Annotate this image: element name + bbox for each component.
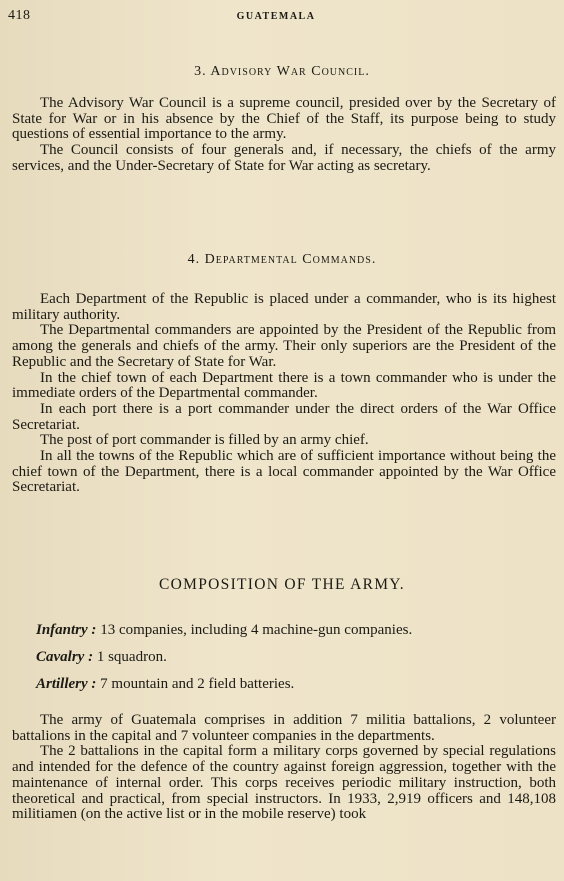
section-body-composition bbox=[12, 713, 556, 823]
unit-label: Cavalry : bbox=[36, 649, 94, 665]
paragraph: The post of port commander is filled by an army chief. bbox=[40, 432, 369, 449]
unit-text: 13 companies, including 4 machine-gun companies. bbox=[100, 622, 413, 638]
paragraph: Each Department of the Republic is placed under a commander, who is its highest military authority. bbox=[12, 291, 556, 323]
paragraph: In the chief town of each Department there is a town commander who is under the immediate orders of the Departmental commander. bbox=[12, 369, 556, 402]
paragraph: In each port there is a port commander under the direct orders of the War Office Secretariat. bbox=[12, 400, 556, 433]
running-head: GUATEMALA bbox=[236, 11, 316, 22]
paragraph: The Departmental commanders are appointed by the President of the Republic from among the generals and chiefs of the army. Their only superiors are the President of the Republic and the Secretary of State for War. bbox=[12, 322, 556, 370]
unit-text: 1 squadron. bbox=[96, 649, 167, 665]
paragraph: In all the towns of the Republic which are of sufficient importance without being the chief town of the Department, there is a local commander appointed by the War Office Secretariat. bbox=[12, 448, 556, 496]
page-number: 418 bbox=[8, 8, 31, 23]
unit-label: Artillery : bbox=[36, 676, 97, 692]
unit-line-cavalry bbox=[36, 649, 554, 666]
section-heading-departmental-commands: 4. Departmental Commands. bbox=[187, 252, 377, 267]
unit-text: 7 mountain and 2 field batteries. bbox=[100, 676, 295, 692]
section-heading-composition-of-the-army: COMPOSITION OF THE ARMY. bbox=[159, 576, 405, 593]
section-body-departmental-commands bbox=[12, 292, 556, 496]
section-heading-advisory-war-council: 3. Advisory War Council. bbox=[194, 64, 370, 79]
page-header bbox=[8, 8, 544, 28]
unit-label: Infantry : bbox=[36, 622, 97, 638]
paragraph: The Advisory War Council is a supreme council, presided over by the Secretary of State for War or in his absence by the Chief of the Staff, its purpose being to study questions of essential importance to the army. bbox=[12, 95, 556, 143]
unit-line-infantry bbox=[36, 622, 554, 639]
unit-line-artillery bbox=[36, 676, 554, 693]
section-body-advisory-war-council bbox=[12, 96, 556, 175]
paragraph: The Council consists of four generals and, if necessary, the chiefs of the army services, and the Under-Secretary of State for War acting as secretary. bbox=[12, 142, 556, 174]
paragraph: The army of Guatemala comprises in addition 7 militia battalions, 2 volunteer battalions in the capital and 7 volunteer companies in the departments. bbox=[12, 712, 556, 744]
paragraph: The 2 battalions in the capital form a military corps governed by special regulations and intended for the defence of the country against foreign aggression, together with the maintenance of internal order. This corps receives periodic military instruction, both theoretical and practical, from special instructors. In 1933, 2,919 officers and 148,108 militiamen (on the active list or in the mobile reserve) took bbox=[12, 743, 556, 823]
